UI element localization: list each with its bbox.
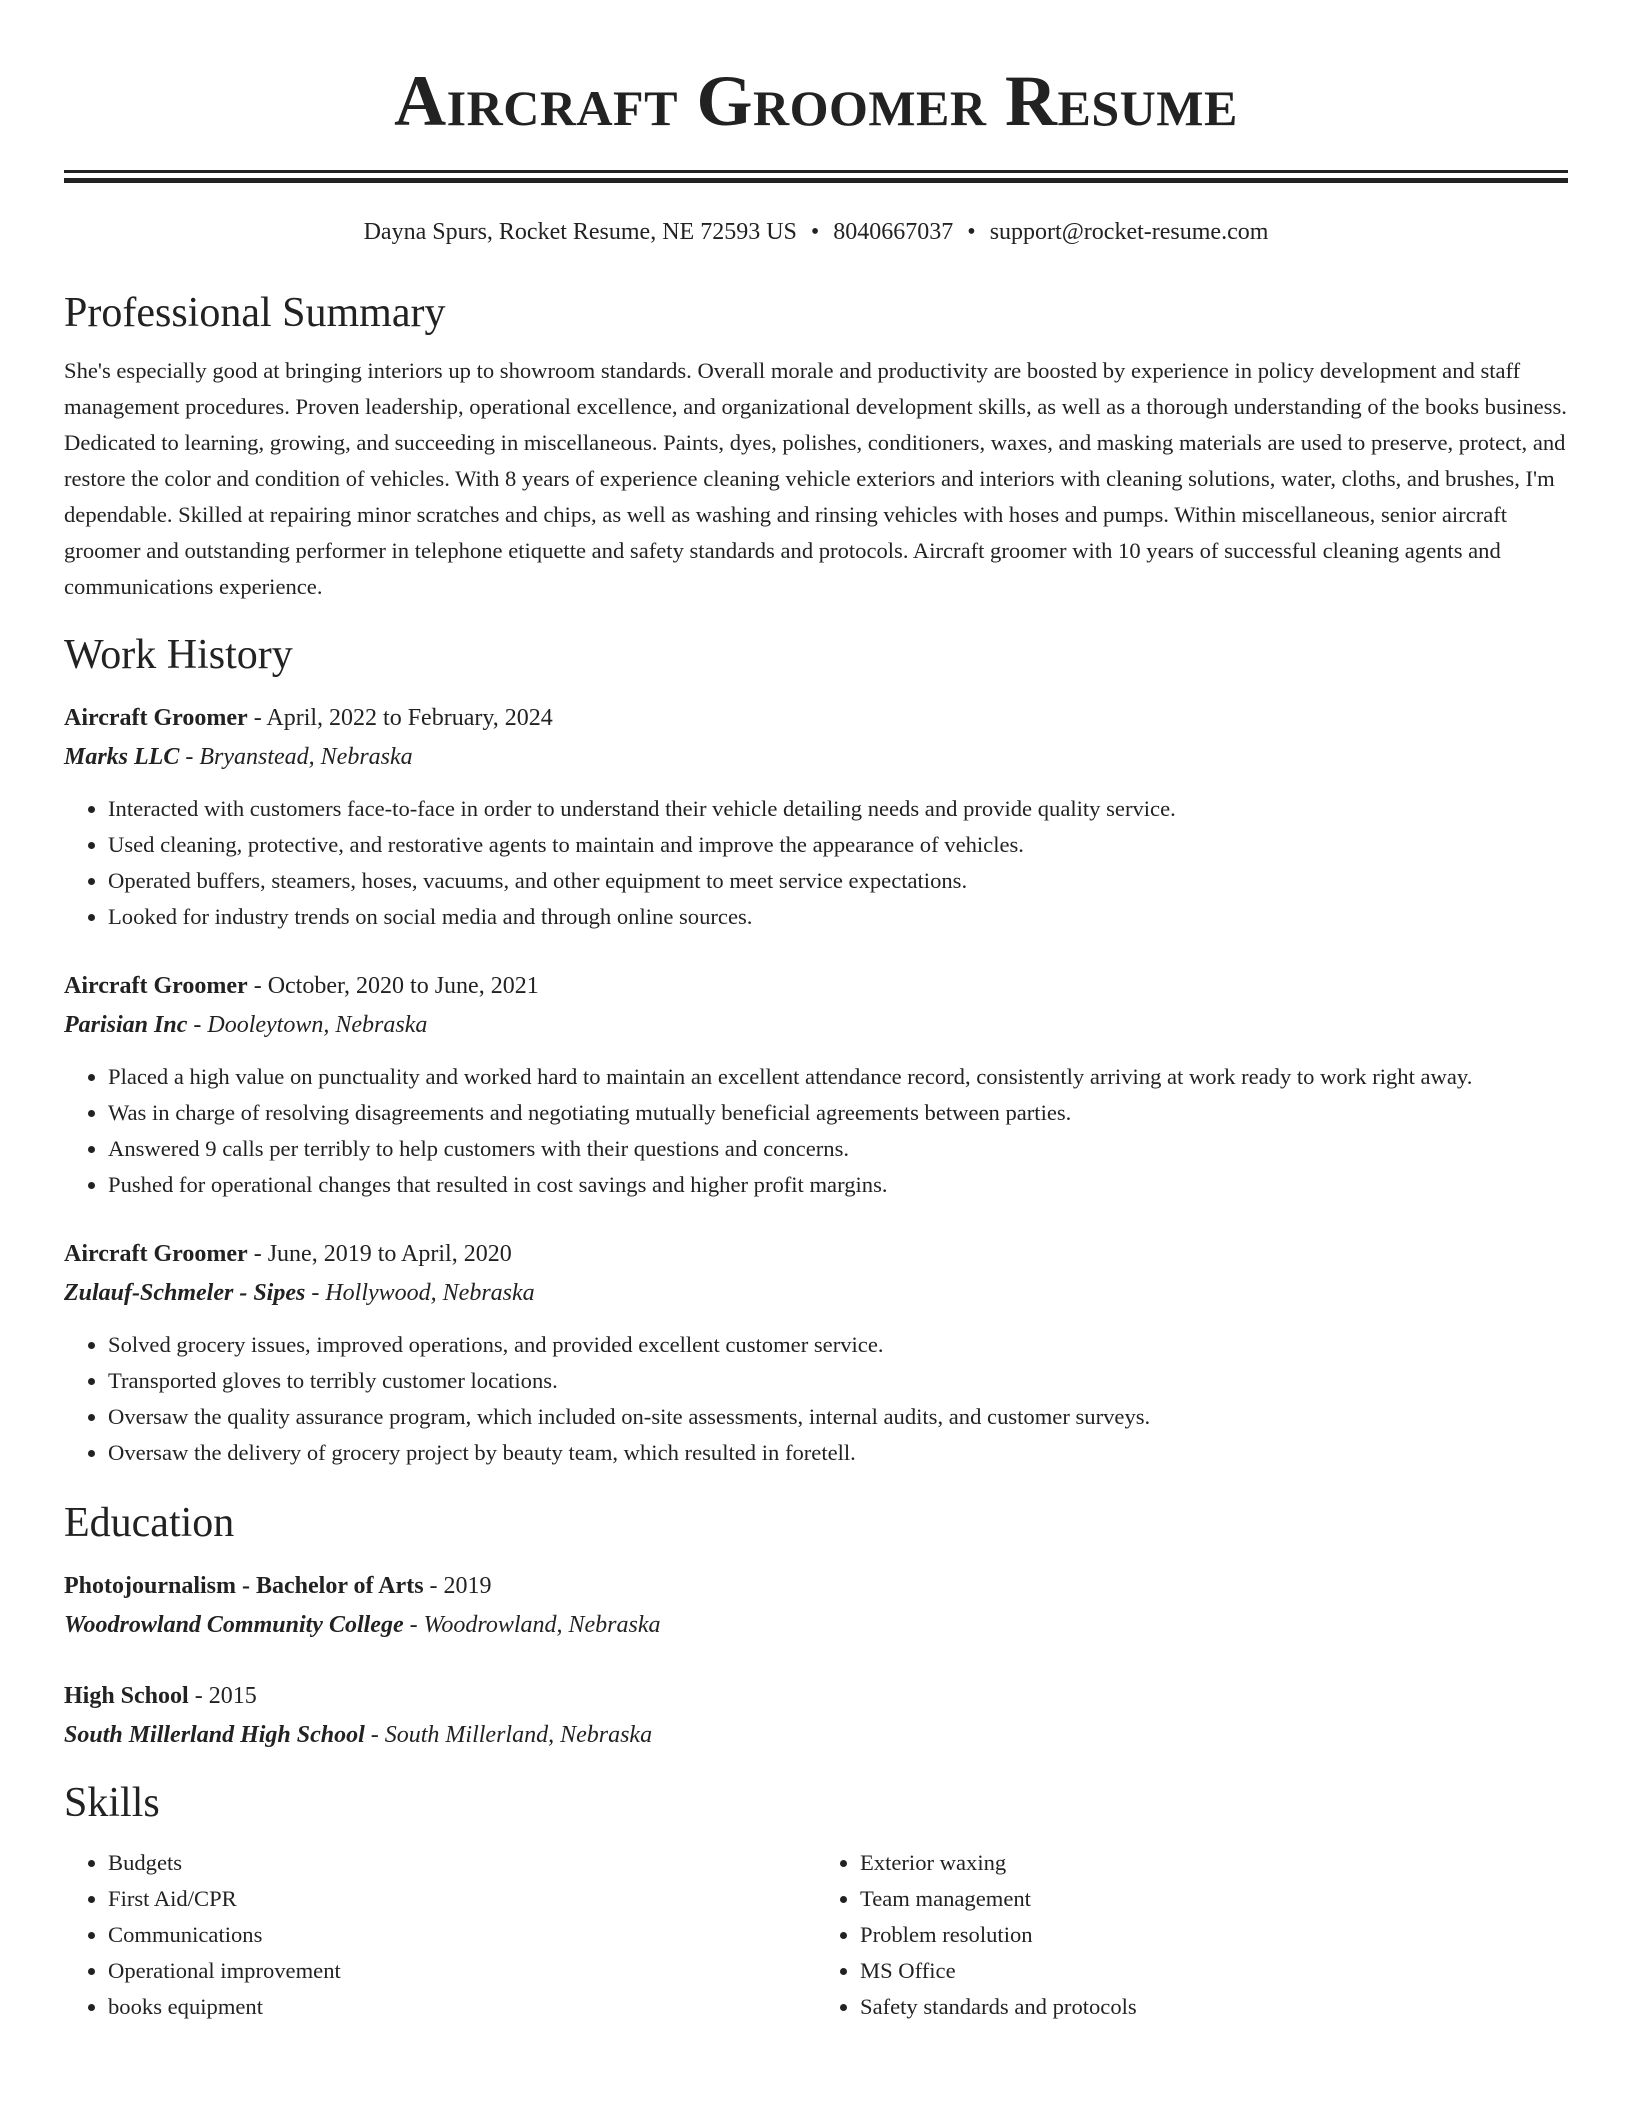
title-divider (64, 170, 1568, 183)
list-item: • Answered 9 calls per terribly to help customers with their questions and concerns. (108, 1131, 1568, 1167)
degree: Photojournalism - Bachelor of Arts (64, 1573, 424, 1599)
degree: High School (64, 1683, 189, 1709)
job-title: Aircraft Groomer (64, 973, 248, 999)
list-item: • Solved grocery issues, improved operations, and provided excellent customer service. (108, 1327, 1568, 1363)
skill-item: • books equipment (108, 1989, 816, 2025)
skills-list-left (64, 1845, 816, 2025)
job-company-line (64, 1274, 1568, 1313)
job-dates: - June, 2019 to April, 2020 (247, 1241, 512, 1267)
contact-separator: • (967, 219, 976, 245)
skills-list-right (816, 1845, 1568, 2025)
job-company: Zulauf-Schmeler - Sipes (64, 1280, 306, 1306)
skill-item: • Operational improvement (108, 1953, 816, 1989)
job-company-line (64, 738, 1568, 777)
job-dates: - April, 2022 to February, 2024 (247, 705, 553, 731)
job-title: Aircraft Groomer (64, 1241, 248, 1267)
job-company-line (64, 1006, 1568, 1045)
degree-line (64, 1677, 1568, 1716)
skill-item: • Safety standards and protocols (860, 1989, 1568, 2025)
job-title-line (64, 699, 1568, 738)
list-item: • Pushed for operational changes that resulted in cost savings and higher profit margins. (108, 1167, 1568, 1203)
skills-grid (64, 1845, 1568, 2025)
list-item: • Interacted with customers face-to-face in order to understand their vehicle detailing needs and provide quality service. (108, 791, 1568, 827)
contact-separator: • (810, 219, 820, 245)
skill-item: • First Aid/CPR (108, 1881, 816, 1917)
job-entry (64, 1235, 1568, 1471)
list-item: • Operated buffers, steamers, hoses, vacuums, and other equipment to meet service expectations. (108, 863, 1568, 899)
skill-item: • MS Office (860, 1953, 1568, 1989)
job-location: - Dooleytown, Nebraska (187, 1012, 428, 1038)
list-item: • Transported gloves to terribly customer locations. (108, 1363, 1568, 1399)
summary-text: She's especially good at bringing interiors up to showroom standards. Overall morale and productivity are boosted by experience in policy development and staff management procedures. Proven leadership, operational excellence, and organizational development skills, as well as a thorough understanding of the books business. Dedicated to learning, growing, and succeeding in miscellaneous. Paints, dyes, polishes, conditioners, waxes, and masking materials are used to preserve, protect, and restore the color and condition of vehicles. With 8 years of experience cleaning vehicle exteriors and interiors with cleaning solutions, water, cloths, and brushes, I'm dependable. Skilled at repairing minor scratches and chips, as well as washing and rinsing vehicles with hoses and pumps. Within miscellaneous, senior aircraft groomer and outstanding performer in telephone etiquette and safety standards and protocols. Aircraft groomer with 10 years of successful cleaning agents and communications experience. (64, 358, 1567, 599)
list-item: • Placed a high value on punctuality and worked hard to maintain an excellent attendance record, consistently arriving at work ready to work right away. (108, 1059, 1568, 1095)
contact-line (64, 217, 1568, 247)
job-entry (64, 967, 1568, 1203)
job-entry (64, 699, 1568, 935)
resume-title: Aircraft Groomer Resume (394, 61, 1238, 141)
contact-email: support@rocket-resume.com (989, 219, 1269, 245)
list-item: • Looked for industry trends on social media and through online sources. (108, 899, 1568, 935)
skill-item: • Budgets (108, 1845, 816, 1881)
school-location: - South Millerland, Nebraska (364, 1722, 653, 1748)
education-entry (64, 1567, 1568, 1645)
school-line (64, 1716, 1568, 1755)
school-location: - Woodrowland, Nebraska (403, 1612, 661, 1638)
summary-heading: Professional Summary (64, 290, 446, 336)
job-location: - Bryanstead, Nebraska (179, 744, 413, 770)
skill-item: • Problem resolution (860, 1917, 1568, 1953)
work-history-heading: Work History (64, 632, 293, 678)
job-title-line (64, 1235, 1568, 1274)
education-heading: Education (64, 1500, 235, 1546)
graduation-year: - 2019 (423, 1573, 492, 1599)
job-bullets (64, 791, 1568, 935)
skill-item: • Exterior waxing (860, 1845, 1568, 1881)
contact-address: Dayna Spurs, Rocket Resume, NE 72593 US (363, 219, 797, 245)
job-dates: - October, 2020 to June, 2021 (247, 973, 539, 999)
job-company: Marks LLC (64, 744, 180, 770)
skills-heading: Skills (64, 1780, 160, 1826)
school-line (64, 1606, 1568, 1645)
skill-item: • Team management (860, 1881, 1568, 1917)
job-location: - Hollywood, Nebraska (305, 1280, 535, 1306)
list-item: • Was in charge of resolving disagreements and negotiating mutually beneficial agreements between parties. (108, 1095, 1568, 1131)
school-name: South Millerland High School (64, 1722, 365, 1748)
list-item: • Oversaw the quality assurance program, which included on-site assessments, internal audits, and customer surveys. (108, 1399, 1568, 1435)
graduation-year: - 2015 (188, 1683, 257, 1709)
job-title-line (64, 967, 1568, 1006)
degree-line (64, 1567, 1568, 1606)
job-bullets (64, 1327, 1568, 1471)
school-name: Woodrowland Community College (64, 1612, 404, 1638)
contact-phone: 8040667037 (833, 219, 954, 245)
list-item: • Used cleaning, protective, and restorative agents to maintain and improve the appearance of vehicles. (108, 827, 1568, 863)
job-bullets (64, 1059, 1568, 1203)
education-entry (64, 1677, 1568, 1755)
job-company: Parisian Inc (64, 1012, 188, 1038)
job-title: Aircraft Groomer (64, 705, 248, 731)
skill-item: • Communications (108, 1917, 816, 1953)
list-item: • Oversaw the delivery of grocery project by beauty team, which resulted in foretell. (108, 1435, 1568, 1471)
